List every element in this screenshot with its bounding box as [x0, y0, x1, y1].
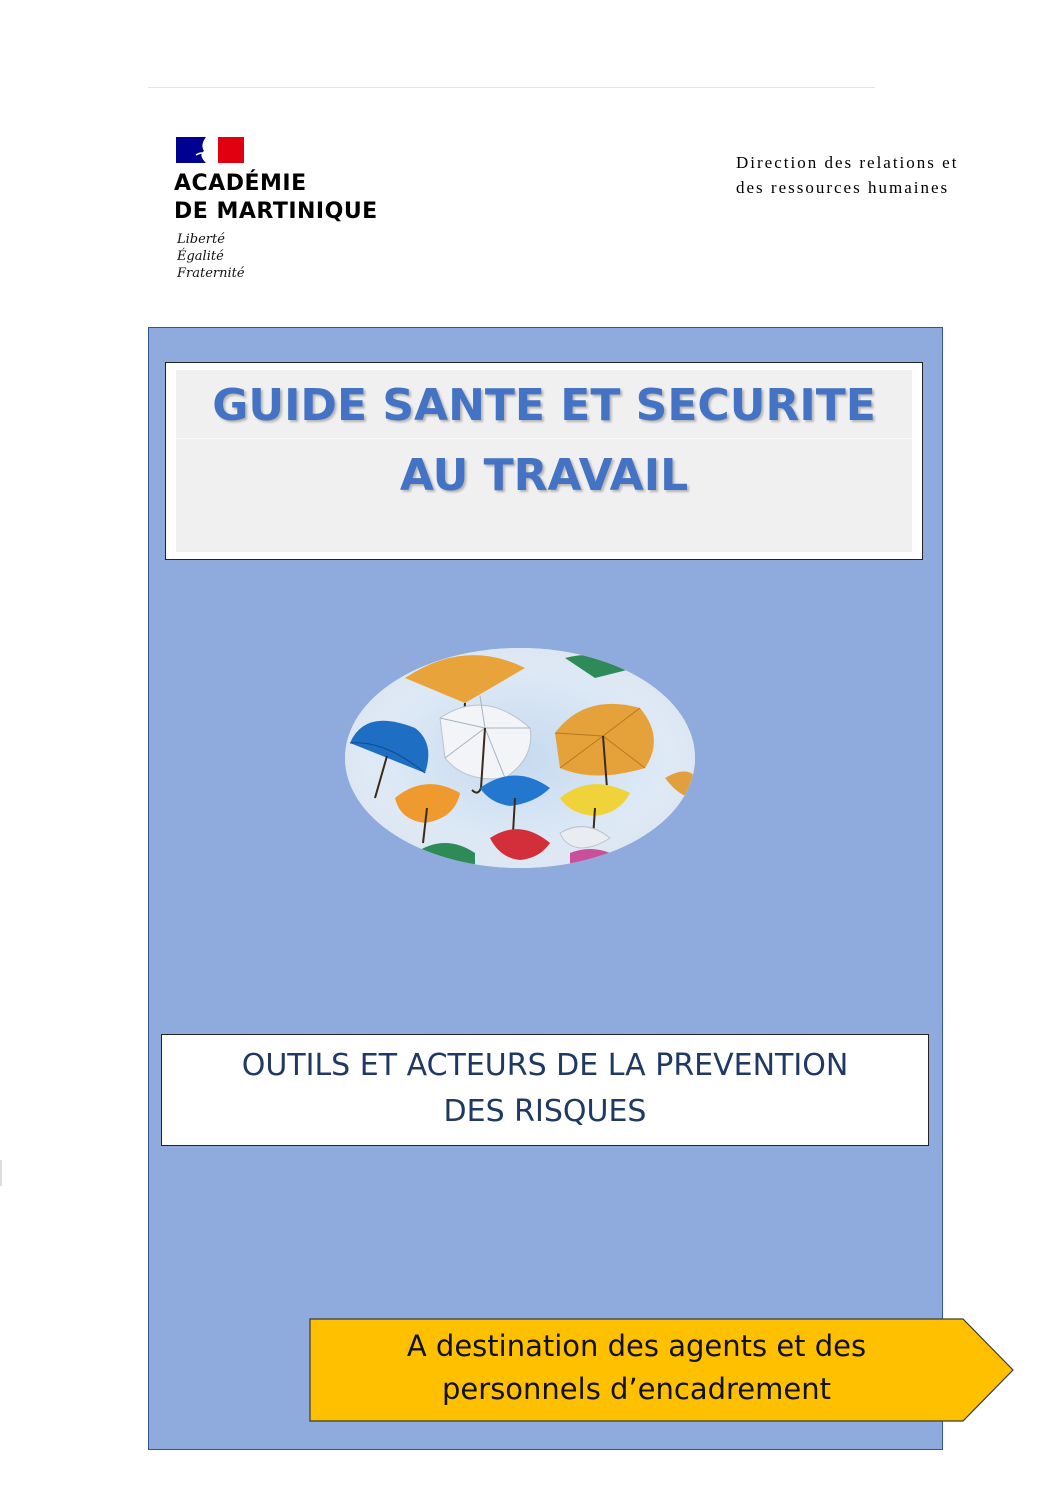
umbrella-blue-center-icon	[480, 776, 550, 834]
marianne-flag-icon	[176, 137, 244, 163]
direction-line-1: Direction des relations et	[736, 153, 959, 172]
umbrella-orange-right-icon	[555, 704, 654, 794]
motto-egalite: Égalité	[177, 249, 224, 264]
subtitle-line-1: OUTILS ET ACTEURS DE LA PREVENTION	[241, 1048, 849, 1083]
umbrellas-photo	[345, 648, 695, 868]
direction-label	[736, 150, 958, 200]
logo-line-1: ACADÉMIE	[174, 171, 307, 196]
logo-line-2: DE MARTINIQUE	[174, 199, 378, 224]
umbrella-red-icon	[490, 829, 550, 860]
umbrellas-illustration	[345, 648, 695, 868]
title-separator	[176, 438, 912, 439]
cover-panel	[148, 327, 943, 1450]
subtitle-box	[161, 1034, 929, 1146]
audience-line-2: personnels d’encadrement	[442, 1372, 831, 1406]
subtitle-line-2: DES RISQUES	[443, 1094, 647, 1129]
audience-label	[309, 1325, 964, 1411]
top-divider	[148, 87, 875, 88]
motto-fraternite: Fraternité	[177, 266, 245, 281]
umbrella-white-small-icon	[560, 827, 610, 848]
motto-liberte: Liberté	[177, 232, 225, 247]
umbrella-orange-small-icon	[395, 784, 460, 843]
umbrella-green-top-icon	[565, 655, 635, 678]
title-inner	[176, 370, 912, 552]
umbrella-pink-icon	[570, 849, 620, 868]
title-line-2: AU TRAVAIL	[399, 450, 689, 501]
audience-line-1: A destination des agents et des	[406, 1329, 867, 1363]
title-box	[165, 362, 923, 560]
page-edge-mark	[0, 1160, 2, 1186]
academie-logo	[160, 125, 420, 300]
umbrella-orange-edge-icon	[665, 771, 695, 798]
title-line-1: GUIDE SANTE ET SECURITE	[212, 380, 876, 431]
umbrella-green-bottom-icon	[415, 843, 475, 868]
direction-line-2: des ressources humaines	[736, 178, 950, 197]
